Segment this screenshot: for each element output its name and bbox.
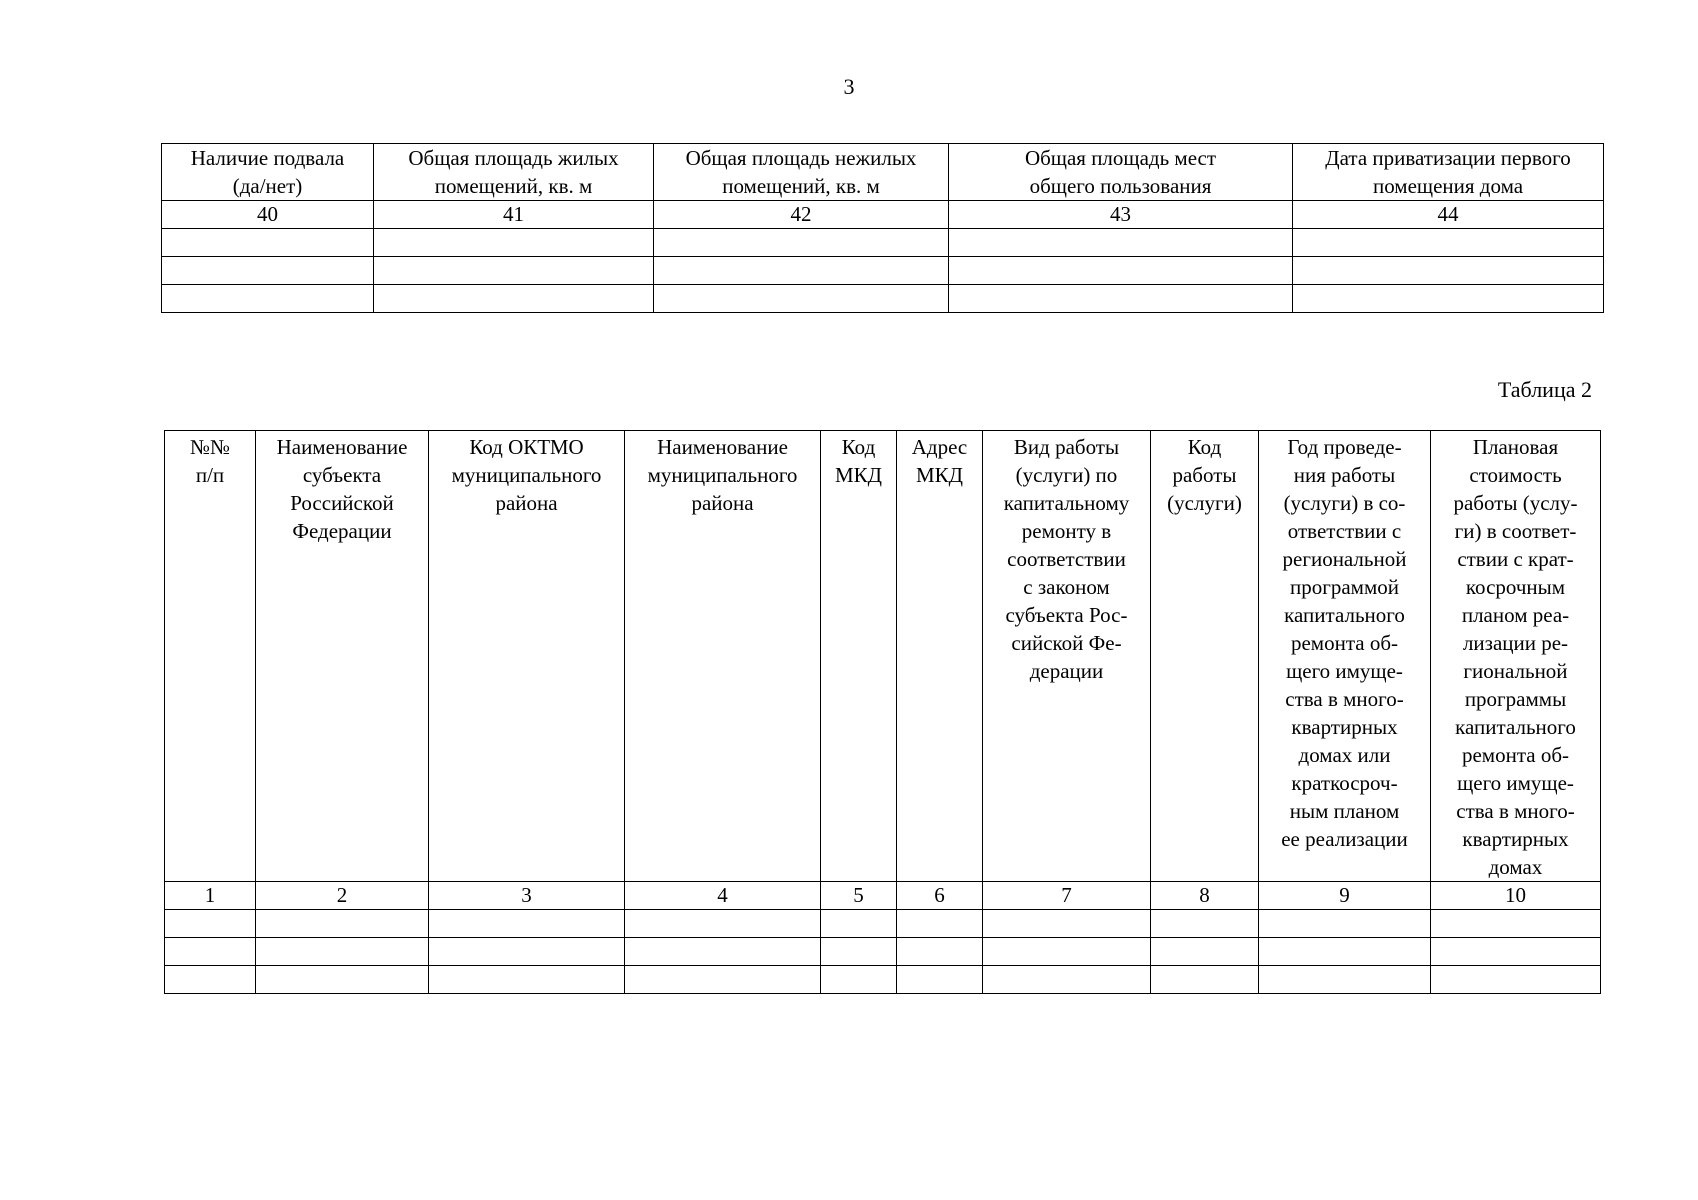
- empty-cell: [1431, 966, 1601, 994]
- column-header-planned-cost: Плановая стоимость работы (услу- ги) в соответ- ствии с крат- косрочным планом реа- лизации ре- гиональной программы капитального ремонта об- щего имуще- ства в много- квартирных домах: [1431, 431, 1601, 882]
- empty-cell: [374, 229, 654, 257]
- empty-cell: [949, 257, 1293, 285]
- empty-cell: [1151, 910, 1259, 938]
- column-number: 1: [165, 882, 256, 910]
- empty-cell: [165, 966, 256, 994]
- column-number-row: [162, 201, 1604, 229]
- column-header-work-year: Год проведе- ния работы (услуги) в со- ответствии с региональной программой капитального ремонта об- щего имуще- ства в много- квартирных домах или краткосроч- ным планом ее реализации: [1259, 431, 1431, 882]
- empty-cell: [429, 938, 625, 966]
- column-number: 7: [983, 882, 1151, 910]
- column-header-privatization-date: Дата приватизации первого помещения дома: [1293, 144, 1604, 201]
- empty-cell: [821, 910, 897, 938]
- column-header-district-name: Наименование муниципального района: [625, 431, 821, 882]
- column-header-building-code: Код МКД: [821, 431, 897, 882]
- empty-cell: [625, 938, 821, 966]
- empty-cell: [165, 938, 256, 966]
- repair-works-table: [164, 430, 1601, 994]
- column-number: 2: [256, 882, 429, 910]
- empty-cell: [949, 285, 1293, 313]
- table-row: [162, 257, 1604, 285]
- empty-cell: [625, 966, 821, 994]
- table-row: [162, 229, 1604, 257]
- column-header-subject-name: Наименование субъекта Российской Федерации: [256, 431, 429, 882]
- empty-cell: [162, 285, 374, 313]
- column-number: 8: [1151, 882, 1259, 910]
- empty-cell: [1151, 938, 1259, 966]
- empty-cell: [429, 910, 625, 938]
- column-header-work-type: Вид работы (услуги) по капитальному ремонту в соответствии с законом субъекта Рос- сийской Фе- дерации: [983, 431, 1151, 882]
- column-header-residential-area: Общая площадь жилых помещений, кв. м: [374, 144, 654, 201]
- column-header-building-address: Адрес МКД: [897, 431, 983, 882]
- empty-cell: [429, 966, 625, 994]
- empty-cell: [983, 938, 1151, 966]
- empty-cell: [654, 257, 949, 285]
- table-caption: Таблица 2: [1497, 377, 1592, 402]
- column-number: 9: [1259, 882, 1431, 910]
- empty-cell: [1259, 910, 1431, 938]
- column-number: 3: [429, 882, 625, 910]
- column-number: 10: [1431, 882, 1601, 910]
- empty-cell: [1431, 938, 1601, 966]
- column-header-row-number: №№ п/п: [165, 431, 256, 882]
- table-row: [165, 966, 1601, 994]
- empty-cell: [374, 257, 654, 285]
- empty-cell: [162, 229, 374, 257]
- column-number: 5: [821, 882, 897, 910]
- column-number: 40: [162, 201, 374, 229]
- table-row: [165, 910, 1601, 938]
- header-row: [162, 144, 1604, 201]
- empty-cell: [1151, 966, 1259, 994]
- properties-table: [161, 143, 1604, 313]
- column-number-row: [165, 882, 1601, 910]
- column-header-common-area: Общая площадь мест общего пользования: [949, 144, 1293, 201]
- empty-cell: [654, 285, 949, 313]
- table-row: [162, 285, 1604, 313]
- empty-cell: [1259, 966, 1431, 994]
- column-header-oktmo-code: Код ОКТМО муниципального района: [429, 431, 625, 882]
- header-row: [165, 431, 1601, 882]
- empty-cell: [821, 966, 897, 994]
- page-number: 3: [843, 74, 855, 99]
- column-header-work-code: Код работы (услуги): [1151, 431, 1259, 882]
- empty-cell: [162, 257, 374, 285]
- empty-cell: [949, 229, 1293, 257]
- empty-cell: [256, 966, 429, 994]
- empty-cell: [256, 938, 429, 966]
- column-number: 6: [897, 882, 983, 910]
- empty-cell: [897, 938, 983, 966]
- empty-cell: [1293, 285, 1604, 313]
- empty-cell: [165, 910, 256, 938]
- column-number: 42: [654, 201, 949, 229]
- column-number: 4: [625, 882, 821, 910]
- table-row: [165, 938, 1601, 966]
- column-header-basement: Наличие подвала (да/нет): [162, 144, 374, 201]
- empty-cell: [983, 966, 1151, 994]
- empty-cell: [1259, 938, 1431, 966]
- empty-cell: [654, 229, 949, 257]
- column-number: 41: [374, 201, 654, 229]
- empty-cell: [374, 285, 654, 313]
- column-number: 44: [1293, 201, 1604, 229]
- empty-cell: [821, 938, 897, 966]
- empty-cell: [1293, 229, 1604, 257]
- empty-cell: [897, 966, 983, 994]
- column-header-non-residential-area: Общая площадь нежилых помещений, кв. м: [654, 144, 949, 201]
- empty-cell: [1431, 910, 1601, 938]
- empty-cell: [625, 910, 821, 938]
- empty-cell: [256, 910, 429, 938]
- empty-cell: [897, 910, 983, 938]
- column-number: 43: [949, 201, 1293, 229]
- empty-cell: [1293, 257, 1604, 285]
- empty-cell: [983, 910, 1151, 938]
